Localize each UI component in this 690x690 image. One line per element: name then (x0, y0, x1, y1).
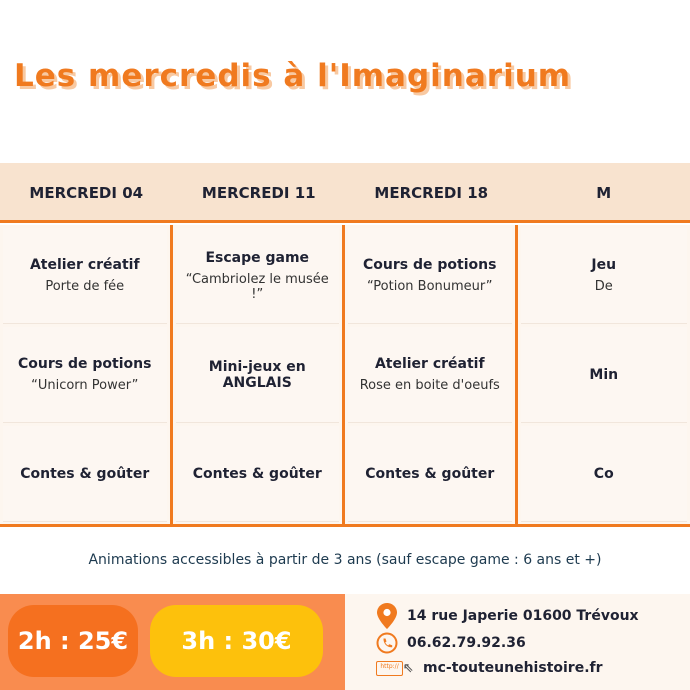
location-pin-icon (375, 603, 399, 629)
activity-subtitle: Porte de fée (45, 279, 125, 294)
website-link[interactable]: mc-touteunehistoire.fr (423, 660, 603, 676)
web-icon-label: http:// (376, 661, 402, 676)
activity-title: Co (593, 465, 614, 482)
day-activities (173, 225, 346, 527)
activity-cell (176, 426, 340, 522)
activity-title: Contes & goûter (365, 465, 495, 482)
day-column (345, 163, 518, 527)
activity-title: Jeu (591, 257, 617, 273)
activity-cell (521, 327, 688, 423)
activity-subtitle: “Cambriolez le musée !” (185, 271, 329, 302)
activity-subtitle: “Unicorn Power” (31, 378, 139, 393)
activity-cell (3, 228, 167, 324)
activity-title: Contes & goûter (192, 465, 322, 482)
activity-cell (3, 426, 167, 522)
activity-subtitle: De (594, 279, 613, 294)
activity-title: Contes & goûter (20, 465, 150, 482)
activity-cell (521, 228, 688, 324)
day-header: M (596, 184, 612, 202)
day-header: MERCREDI 11 (201, 184, 316, 202)
address-row (375, 603, 639, 629)
activity-title: Escape game (205, 249, 310, 266)
prices-panel (0, 594, 345, 690)
day-column (0, 163, 173, 527)
activity-cell (348, 228, 512, 324)
website-row (375, 660, 603, 676)
activity-subtitle: “Potion Bonumeur” (366, 279, 493, 294)
page-title: Les mercredis à l'Imaginarium (14, 58, 572, 94)
web-link-icon (375, 661, 415, 676)
day-activities (345, 225, 518, 527)
day-header: MERCREDI 18 (374, 184, 489, 202)
activity-cell (3, 327, 167, 423)
phone-number[interactable]: 06.62.79.92.36 (407, 635, 526, 651)
activity-title: Atelier créatif (374, 356, 485, 372)
price-2h: 2h : 25€ (8, 605, 138, 677)
activity-title: Cours de potions (363, 257, 497, 273)
cursor-icon: ⇖ (402, 660, 414, 676)
activity-cell (176, 327, 340, 423)
price-3h: 3h : 30€ (150, 605, 323, 677)
activity-title: Cours de potions (18, 356, 152, 372)
day-column (173, 163, 346, 527)
activity-cell (176, 228, 340, 324)
address: 14 rue Japerie 01600 Trévoux (407, 608, 639, 624)
schedule-table (0, 163, 690, 527)
phone-row (375, 632, 526, 654)
phone-icon (375, 632, 399, 654)
contact-panel (345, 594, 690, 690)
activity-title: Mini-jeux en ANGLAIS (208, 358, 306, 391)
day-activities (518, 225, 690, 527)
activity-title: Atelier créatif (29, 257, 140, 273)
activity-subtitle: Rose en boite d'oeufs (359, 378, 500, 393)
age-note: Animations accessibles à partir de 3 ans (sauf escape game : 6 ans et +) (88, 552, 602, 568)
activity-cell (521, 426, 688, 522)
day-header: MERCREDI 04 (29, 184, 144, 202)
activity-cell (348, 426, 512, 522)
day-activities (0, 225, 173, 527)
day-column (518, 163, 690, 527)
activity-title: Min (589, 366, 619, 383)
activity-cell (348, 327, 512, 423)
